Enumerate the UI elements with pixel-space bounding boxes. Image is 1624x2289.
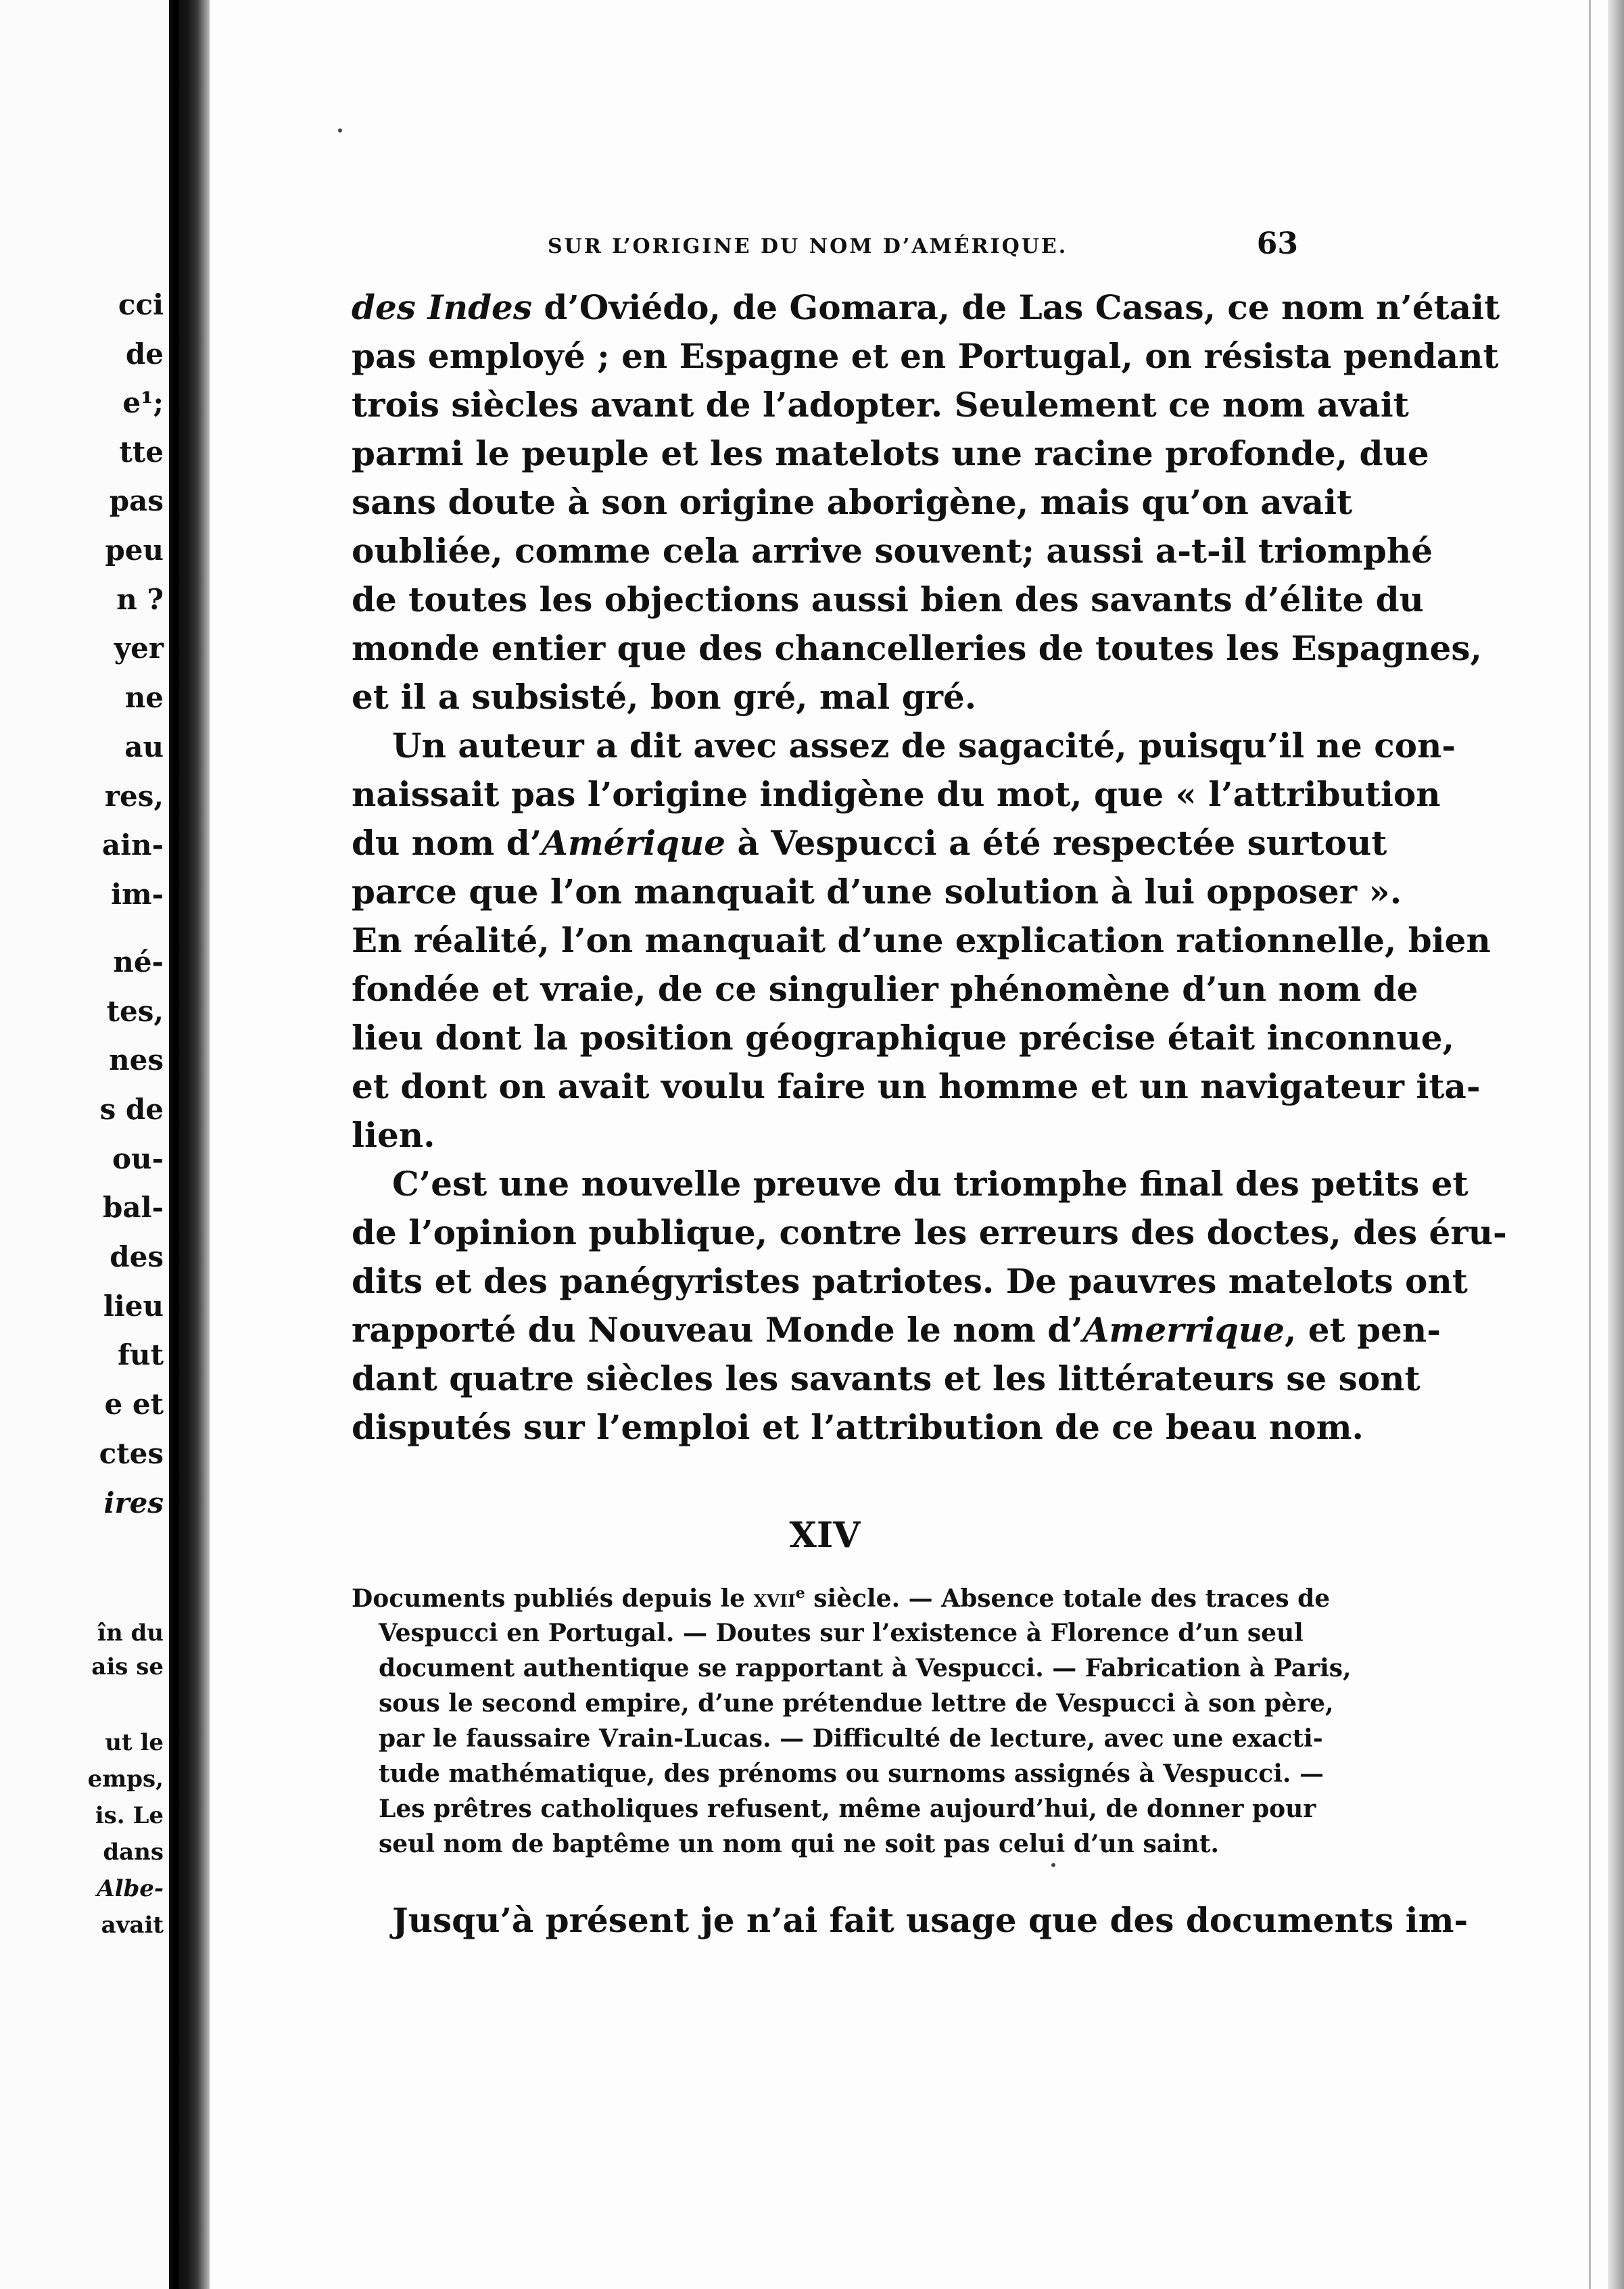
p1-line-7: de toutes les objections aussi bien des savants d’élite du — [352, 580, 1424, 619]
section-number: XIV — [789, 1515, 861, 1556]
p2-line-5: En réalité, l’on manquait d’une explication rationnelle, bien — [352, 920, 1491, 960]
left-page-line-fragment: lieu — [103, 1290, 164, 1323]
left-page-line-fragment: bal- — [103, 1191, 164, 1224]
left-page-line-fragment: ires — [103, 1486, 164, 1519]
century-numeral: xvii — [753, 1584, 796, 1613]
paper-speck — [338, 128, 342, 133]
left-page-line-fragment: pas — [109, 484, 164, 517]
p1-line-1-rest: d’Oviédo, de Gomara, de Las Casas, ce nom n’était — [532, 287, 1500, 327]
p1-line-4: parmi le peuple et les matelots une racine profonde, due — [352, 433, 1429, 473]
summary-line-2: Vespucci en Portugal. — Doutes sur l’existence à Florence d’un seul — [379, 1619, 1304, 1647]
italic-word: Amerrique — [1082, 1310, 1285, 1350]
left-page-line-fragment: ut le — [105, 1729, 164, 1756]
p3-line-5: dant quatre siècles les savants et les littérateurs se sont — [352, 1359, 1420, 1398]
left-page-line-fragment: tte — [119, 435, 164, 469]
left-facing-page-fragment — [0, 0, 169, 2289]
left-page-line-fragment: des — [110, 1240, 164, 1273]
summary-line-8: seul nom de baptême un nom qui ne soit pas celui d’un saint. — [379, 1830, 1220, 1858]
left-page-line-fragment: ou- — [112, 1142, 164, 1175]
p1-line-1 — [352, 287, 1500, 327]
p3-line-4: rapporté du Nouveau Monde le nom d’Amerrique, et pen- — [352, 1310, 1441, 1350]
left-page-line-fragment: e¹; — [122, 386, 164, 419]
left-page-line-fragment: Albe- — [97, 1875, 164, 1902]
left-page-line-fragment: s de — [99, 1093, 164, 1126]
p1-line-1-italic: des Indes — [352, 287, 532, 327]
p3-line-1: C’est une nouvelle preuve du triomphe final des petits et — [392, 1164, 1468, 1204]
p2-line-6: fondée et vraie, de ce singulier phénomène d’un nom de — [352, 969, 1418, 1009]
summary-line-6: tude mathématique, des prénoms ou surnoms assignés à Vespucci. — — [379, 1760, 1324, 1788]
right-page-edge-shadow — [1608, 0, 1624, 2289]
p2-line-4: parce que l’on manquait d’une solution à lui opposer ». — [352, 872, 1402, 912]
left-page-line-fragment: yer — [114, 632, 164, 665]
left-page-line-fragment: au — [124, 730, 164, 763]
left-page-line-fragment: im- — [111, 878, 164, 911]
left-page-line-fragment: n ? — [116, 583, 164, 616]
page-edge-line — [1589, 0, 1591, 2289]
left-page-line-fragment: cci — [118, 288, 164, 321]
left-page-line-fragment: ctes — [99, 1437, 164, 1470]
left-page-line-fragment: de — [125, 337, 164, 371]
left-page-line-fragment: în du — [97, 1620, 164, 1647]
book-gutter-edge — [172, 0, 179, 2289]
p3-line-2: de l’opinion publique, contre les erreurs des doctes, des éru- — [352, 1212, 1507, 1252]
summary-line-3: document authentique se rapportant à Vespucci. — Fabrication à Paris, — [379, 1654, 1352, 1682]
p2-line-2: naissait pas l’origine indigène du mot, que « l’attribution — [352, 774, 1441, 814]
ordinal-superscript: e — [795, 1584, 805, 1602]
summary-line-7: Les prêtres catholiques refusent, même aujourd’hui, de donner pour — [379, 1795, 1316, 1823]
left-page-line-fragment: is. Le — [95, 1802, 164, 1829]
page-number: 63 — [1256, 227, 1298, 261]
paper-speck — [1051, 1863, 1055, 1867]
p1-line-5: sans doute à son origine aborigène, mais qu’on avait — [352, 482, 1353, 522]
p2-line-1: Un auteur a dit avec assez de sagacité, puisqu’il ne con- — [392, 726, 1456, 765]
p2-line-3: du nom d’Amérique à Vespucci a été respectée surtout — [352, 823, 1387, 863]
left-page-line-fragment: tes, — [106, 995, 164, 1028]
left-page-line-fragment: ais se — [91, 1653, 164, 1680]
p1-line-9: et il a subsisté, bon gré, mal gré. — [352, 677, 977, 717]
summary-line-4: sous le second empire, d’une prétendue lettre de Vespucci à son père, — [379, 1689, 1334, 1718]
left-page-line-fragment: ain- — [101, 828, 164, 862]
left-page-line-fragment: nes — [109, 1043, 164, 1077]
p1-line-2: pas employé ; en Espagne et en Portugal, on résista pendant — [352, 336, 1499, 376]
left-page-line-fragment: avait — [101, 1912, 164, 1939]
left-page-line-fragment: res, — [104, 780, 164, 813]
p3-line-3: dits et des panégyristes patriotes. De pauvres matelots ont — [352, 1261, 1468, 1301]
left-page-line-fragment: e et — [104, 1388, 164, 1421]
left-page-line-fragment: peu — [105, 534, 164, 567]
italic-word: Amérique — [542, 823, 726, 863]
left-page-line-fragment: emps, — [87, 1766, 164, 1793]
p3-line-6: disputés sur l’emploi et l’attribution de ce beau nom. — [352, 1407, 1364, 1447]
left-page-line-fragment: né- — [113, 945, 164, 978]
p1-line-3: trois siècles avant de l’adopter. Seulement ce nom avait — [352, 385, 1409, 425]
summary-line-1: Documents publiés depuis le xvii$^e$ siècle. — Absence totale des traces de — [352, 1584, 1331, 1613]
left-page-line-fragment: ne — [124, 681, 164, 714]
p1-line-8: monde entier que des chancelleries de toutes les Espagnes, — [352, 628, 1482, 668]
p4-line-1: Jusqu’à présent je n’ai fait usage que des documents im- — [392, 1900, 1468, 1940]
left-page-line-fragment: dans — [103, 1839, 164, 1866]
running-head-title: SUR L’ORIGINE DU NOM D’AMÉRIQUE. — [548, 235, 1068, 258]
summary-line-5: par le faussaire Vrain-Lucas. — Difficulté de lecture, avec une exacti- — [379, 1724, 1323, 1753]
p1-line-6: oubliée, comme cela arrive souvent; aussi a-t-il triomphé — [352, 531, 1433, 571]
p2-line-8: et dont on avait voulu faire un homme et un navigateur ita- — [352, 1066, 1481, 1106]
left-page-line-fragment: fut — [117, 1338, 164, 1371]
p2-line-7: lieu dont la position géographique précise était inconnue, — [352, 1018, 1454, 1058]
p2-line-9: lien. — [352, 1115, 435, 1155]
